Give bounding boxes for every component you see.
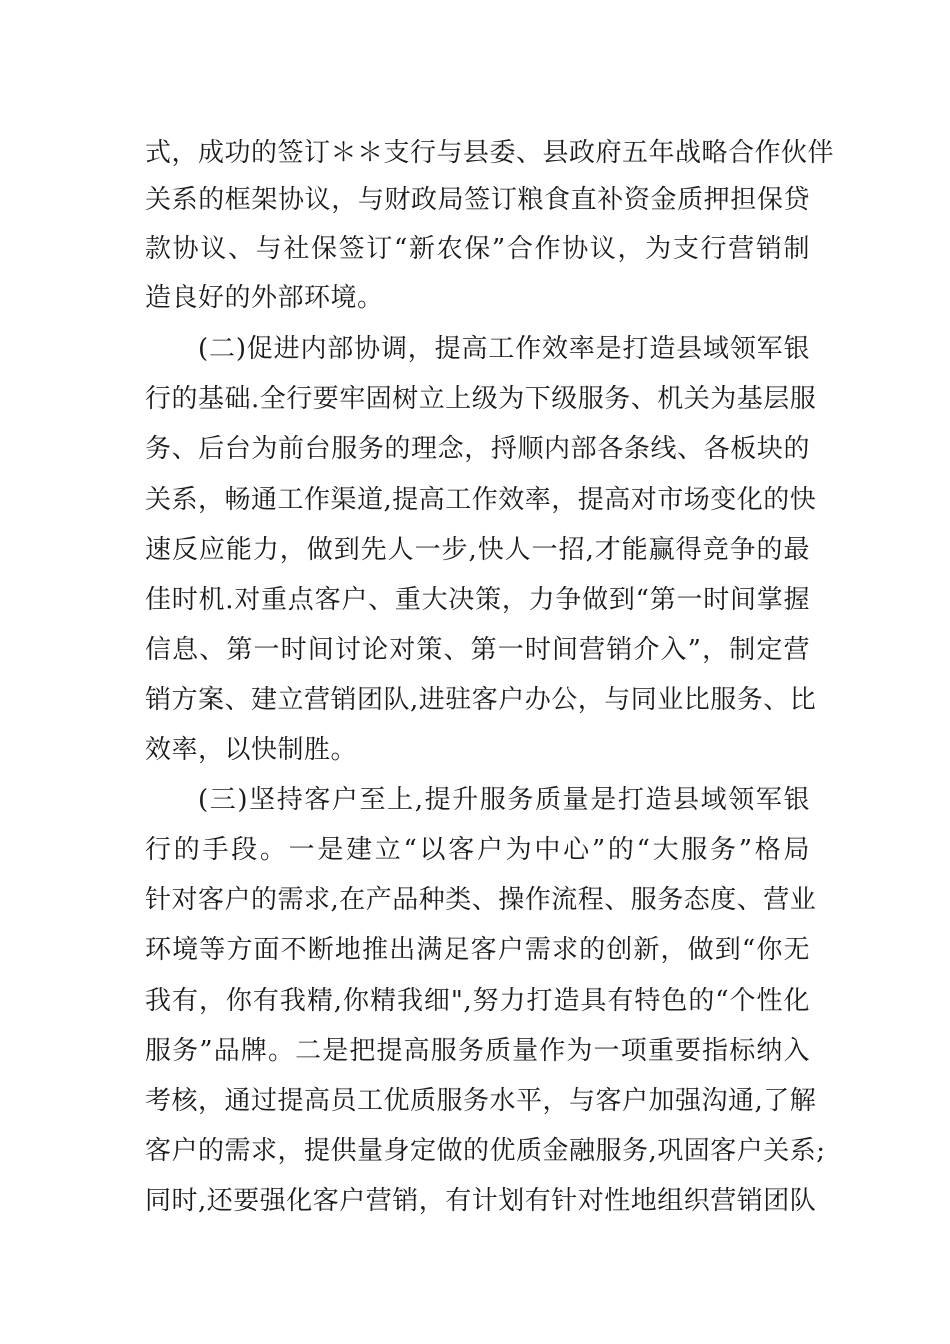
text-line: 造良好的外部环境。 [145,283,384,313]
text-line: 务、后台为前台服务的理念，捋顺内部各条线、各板块的 [145,434,810,464]
text-line: 客户的需求，提供量身定做的优质金融服务,巩固客户关系; [145,1136,826,1166]
text-line: 款协议、与社保签订“新农保”合作协议，为支行营销制 [145,234,810,264]
text-line: 销方案、建立营销团队,进驻客户办公，与同业比服务、比 [145,685,817,715]
text-line: 服务”品牌。二是把提高服务质量作为一项重要指标纳入 [145,1036,810,1066]
text-line: 行的手段。一是建立“以客户为中心”的“大服务”格局 [145,835,810,865]
text-line: 关系的框架协议，与财政局签订粮食直补资金质押担保贷 [145,185,810,215]
paragraph-heading-3: (三)坚持客户至上,提升服务质量是打造县域领军银 [198,785,810,815]
text-line: 信息、第一时间讨论对策、第一时间营销介入”，制定营 [145,635,810,665]
text-line: 速反应能力，做到先人一步,快人一招,才能赢得竞争的最 [145,535,810,565]
text-line: 针对客户的需求,在产品种类、操作流程、服务态度、营业 [145,885,817,915]
paragraph-heading-2: (二)促进内部协调，提高工作效率是打造县域领军银 [198,334,810,364]
text-line: 关系，畅通工作渠道,提高工作效率，提高对市场变化的快 [145,485,817,515]
text-line: 式，成功的签订＊＊支行与县委、县政府五年战略合作伙伴 [145,138,835,168]
text-line: 佳时机.对重点客户、重大决策，力争做到“第一时间掌握 [145,585,810,615]
text-line: 效率，以快制胜。 [145,735,358,765]
text-line: 同时,还要强化客户营销，有计划有针对性地组织营销团队 [145,1186,817,1216]
text-line: 我有，你有我精,你精我细",努力打造具有特色的“个性化 [145,986,810,1016]
text-line: 考核，通过提高员工优质服务水平，与客户加强沟通,了解 [145,1086,817,1116]
text-line: 行的基础.全行要牢固树立上级为下级服务、机关为基层服 [145,384,817,414]
text-line: 环境等方面不断地推出满足客户需求的创新，做到“你无 [145,935,810,965]
